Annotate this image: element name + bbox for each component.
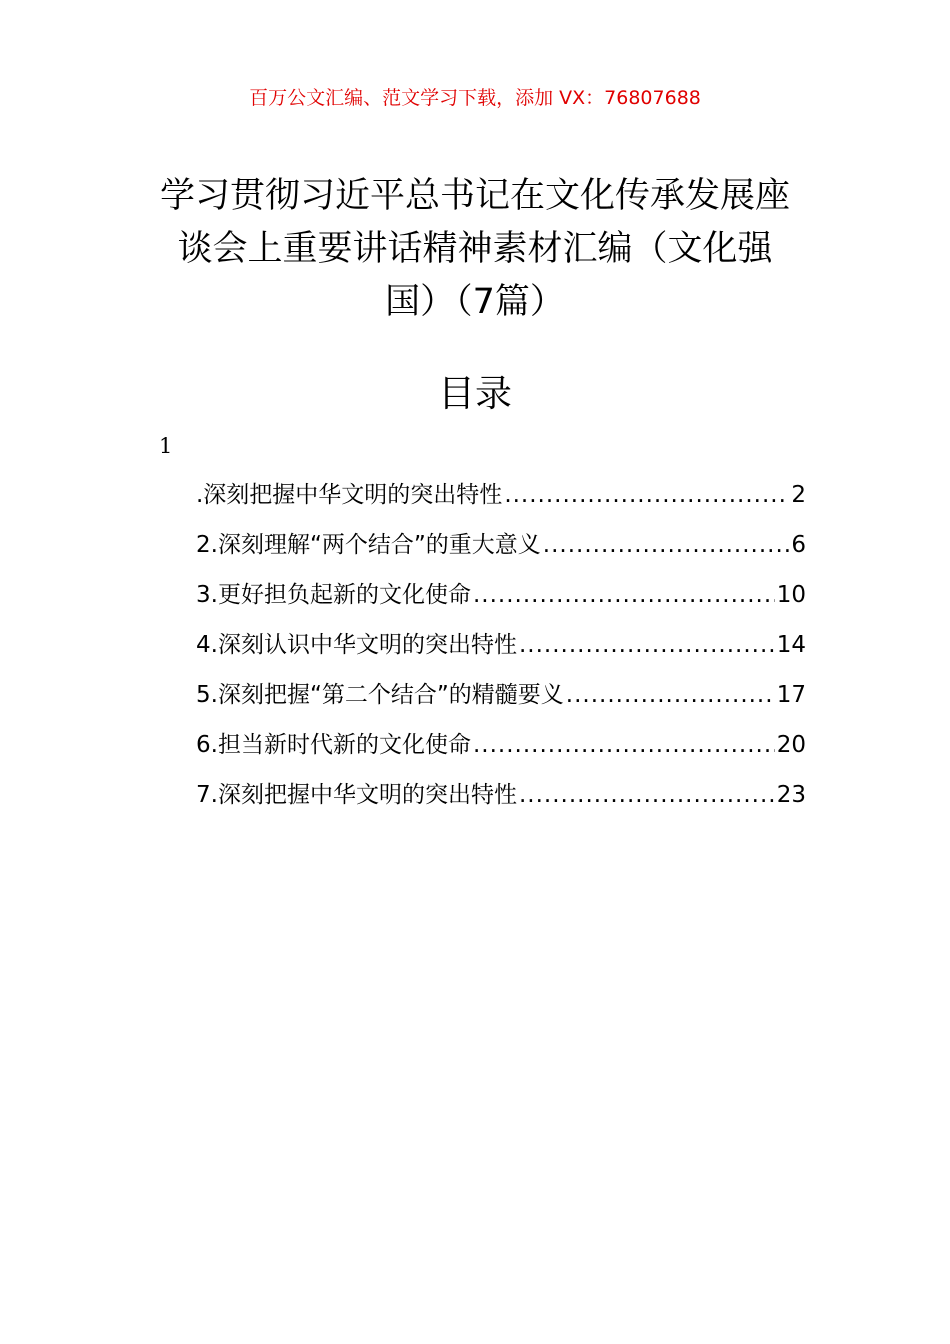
toc-entry-5[interactable] [196, 677, 806, 727]
toc-page-number: 23 [776, 782, 806, 808]
toc-heading: 目录 [438, 372, 512, 415]
toc-page-number: 10 [776, 582, 806, 608]
toc-leader-dots [519, 777, 775, 813]
toc-entry-text: .深刻把握中华文明的突出特性 [196, 482, 503, 508]
toc-leader-dots [519, 627, 775, 663]
toc-entry-3[interactable] [196, 577, 806, 627]
header-note: 百万公文汇编、范文学习下载，添加 VX：76807688 [249, 87, 701, 109]
toc-entry-6[interactable] [196, 727, 806, 777]
toc-leader-dots [473, 577, 775, 613]
toc-page-number: 14 [776, 632, 806, 658]
toc-leader-dots [543, 527, 790, 563]
toc-leader-dots [473, 727, 775, 763]
toc-entry-text: 2.深刻理解“两个结合”的重大意义 [196, 532, 541, 558]
toc-entry-1[interactable] [196, 477, 806, 527]
toc-entry-2[interactable] [196, 527, 806, 577]
title-line-2: 谈会上重要讲话精神素材汇编（文化强 [177, 229, 773, 269]
title-line-3: 国）（7篇） [385, 282, 565, 322]
toc-entry-text: 5.深刻把握“第二个结合”的精髓要义 [196, 682, 564, 708]
stray-number: 1 [159, 434, 173, 458]
toc-entry-7[interactable] [196, 777, 806, 827]
toc-entry-4[interactable] [196, 627, 806, 677]
toc-entry-text: 6.担当新时代新的文化使命 [196, 732, 471, 758]
toc-entry-text: 7.深刻把握中华文明的突出特性 [196, 782, 517, 808]
toc-entry-text: 3.更好担负起新的文化使命 [196, 582, 471, 608]
toc-page-number: 2 [791, 482, 806, 508]
toc-entry-text: 4.深刻认识中华文明的突出特性 [196, 632, 517, 658]
title-line-1: 学习贯彻习近平总书记在文化传承发展座 [159, 176, 790, 216]
document-title [140, 170, 810, 329]
table-of-contents [196, 477, 806, 827]
toc-leader-dots [504, 477, 789, 513]
toc-leader-dots [566, 677, 775, 713]
toc-page-number: 17 [776, 682, 806, 708]
toc-page-number: 20 [776, 732, 806, 758]
toc-page-number: 6 [791, 532, 806, 558]
